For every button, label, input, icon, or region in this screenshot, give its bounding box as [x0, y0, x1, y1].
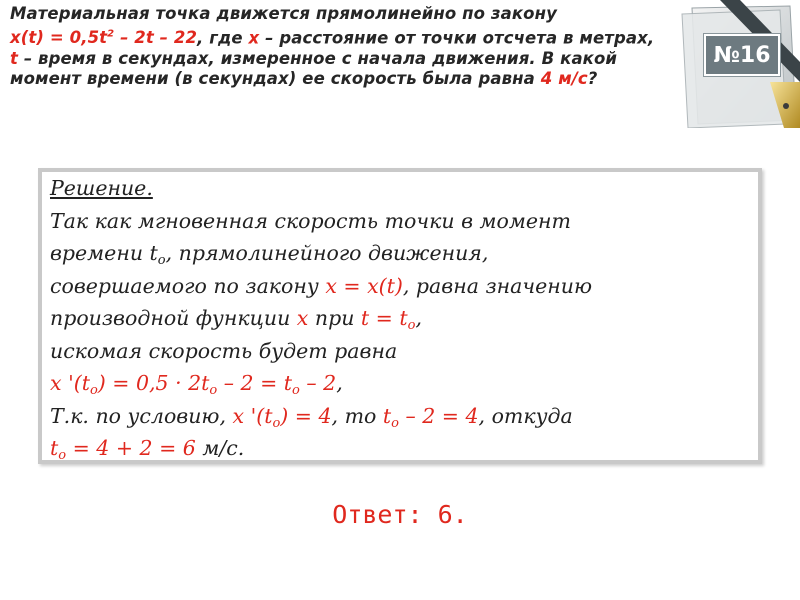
solution-line: времени $t_o$, прямолинейного движения, [50, 241, 489, 268]
problem-line-3: t – время в секундах, измеренное с начала движения. В какой [10, 48, 618, 68]
problem-line-2: $x(t) = 0,5t^2 - 2t - 22$, где x – расстояние от точки отсчета в метрах, [10, 28, 655, 47]
task-number-badge: №16 [704, 34, 780, 76]
target-speed: 4 м/с [540, 69, 588, 88]
problem-line-4: момент времени (в секундах) ее скорость была равна 4 м/с? [10, 69, 598, 88]
solution-line: x '$(t_o) = 0,5 \cdot 2t_o - 2 = t_o - 2$, [50, 371, 343, 398]
solution-title: Решение. [50, 176, 153, 200]
problem-statement [10, 4, 690, 90]
problem-line-1: Материальная точка движется прямолинейно по закону [10, 4, 557, 23]
solution-line: искомая скорость будет равна [50, 338, 398, 363]
solution-line: Т.к. по условию, x '$(t_o) = 4$, то $t_o - 2 = 4$, откуда [50, 403, 573, 431]
answer-text: Ответ: 6. [332, 500, 468, 529]
solution-line: $t_o = 4 + 2 = 6$ м/с. [50, 436, 245, 463]
law-equation: $x(t) = 0,5t^2 - 2t - 22$ [10, 28, 198, 47]
solution-line: производной функции x при $t = t_o$, [50, 306, 422, 333]
solution-line: Так как мгновенная скорость точки в момент [50, 208, 571, 233]
bottom-bar [0, 587, 800, 600]
solution-box [38, 168, 762, 464]
solution-line: совершаемого по закону x = x(t), равна значению [50, 273, 592, 298]
